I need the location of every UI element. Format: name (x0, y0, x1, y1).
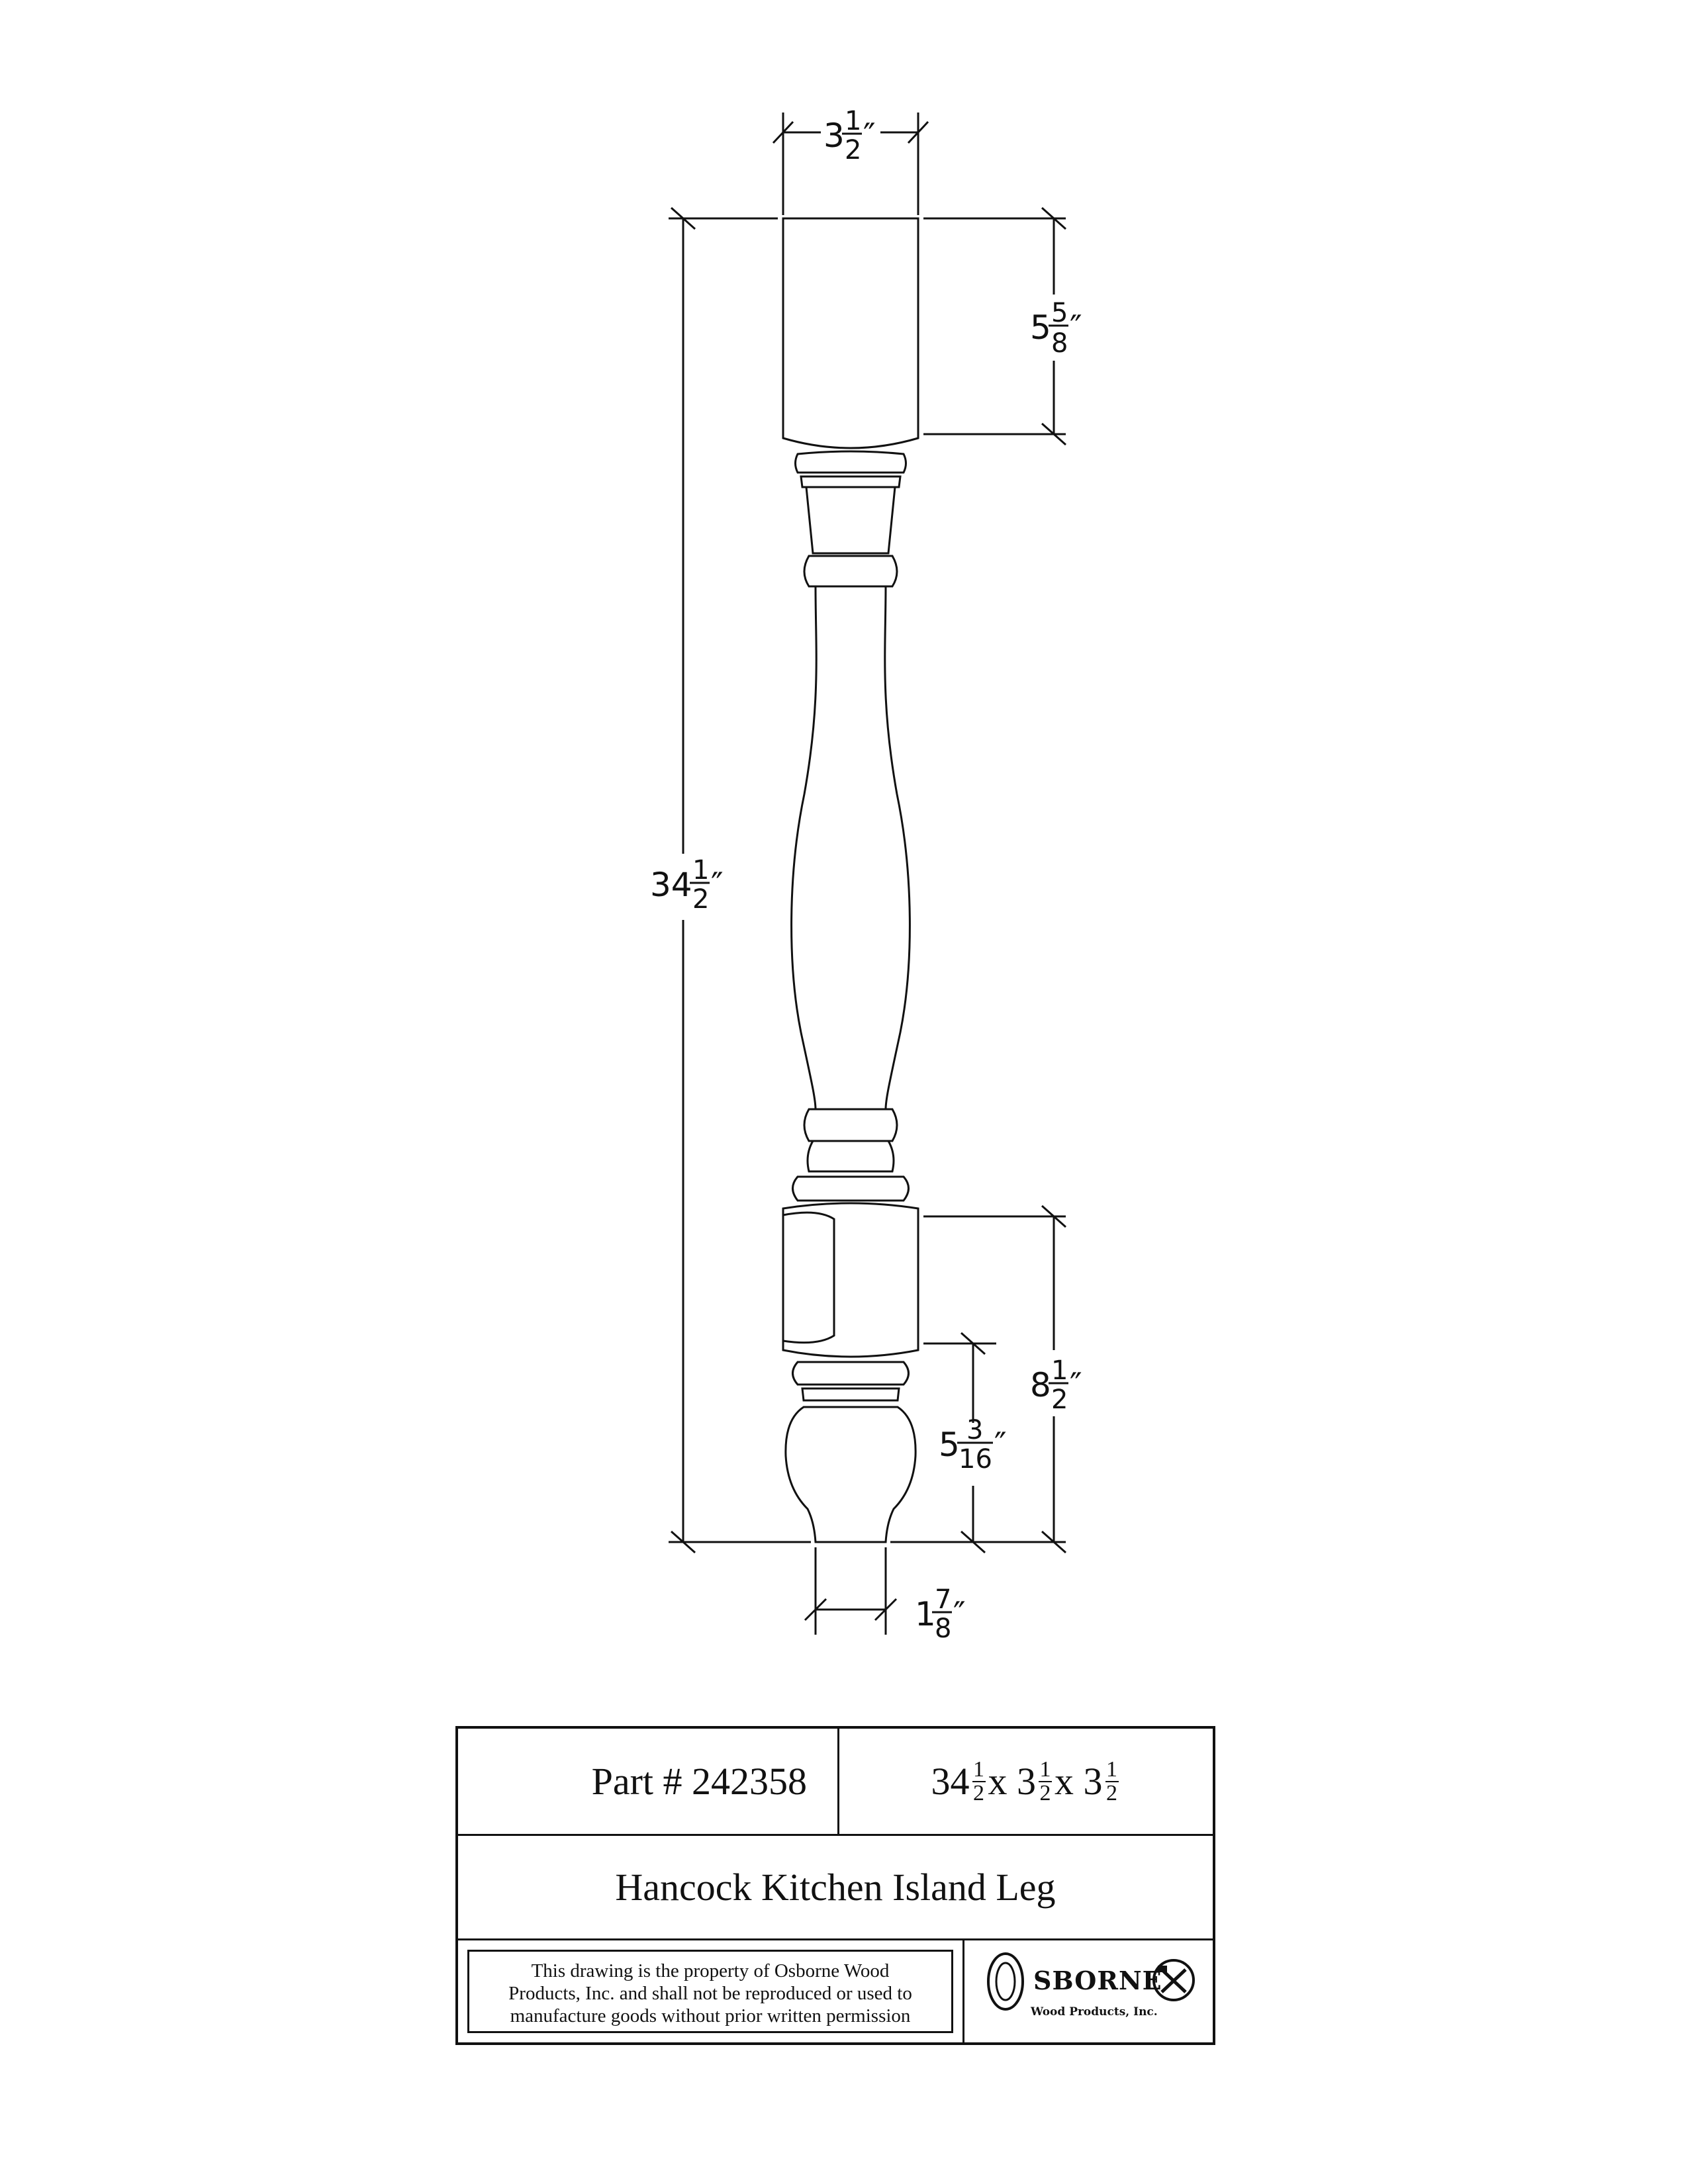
dim-label-base-width-whole: 1 (915, 1595, 936, 1633)
dim-label-inch-1: ″ (863, 116, 876, 155)
size-fraction-3: $\frac{1}{2}$ (1106, 1756, 1117, 1805)
size-part-3: x 3 (1055, 1760, 1103, 1803)
dim-label-overall-num: 1 (692, 855, 710, 886)
dim-label-top-block-den: 8 (1051, 328, 1068, 359)
size-part-1: 34 (931, 1760, 970, 1803)
dim-label-foot-num: 3 (966, 1415, 984, 1445)
product-name: Hancock Kitchen Island Leg (458, 1836, 1213, 1940)
copyright-notice: This drawing is the property of Osborne Wood Products, Inc. and shall not be reproduced or used to manufacture goods without prior written permission (467, 1950, 953, 2033)
dim-label-inch-3: ″ (711, 866, 724, 904)
size-fraction-1: $\frac{1}{2}$ (973, 1756, 984, 1805)
dim-label-overall-whole: 34 (650, 866, 692, 904)
leg-profile (783, 218, 918, 1542)
dim-label-base-width-den: 8 (935, 1614, 952, 1641)
dim-label-top-block-whole: 5 (1030, 308, 1051, 347)
dim-label-lower-block-whole: 8 (1030, 1366, 1051, 1404)
logo-tagline: Wood Products, Inc. (1031, 2005, 1158, 2019)
size-part-2: x 3 (988, 1760, 1036, 1803)
overall-size (839, 1729, 1213, 1834)
dim-label-inch-2: ″ (1070, 308, 1082, 347)
dim-label-top-width-whole: 3 (823, 116, 845, 155)
dim-label-inch-6: ″ (953, 1595, 966, 1633)
logo-name: SBORNE (1033, 1966, 1162, 1995)
dim-label-top-block-num: 5 (1051, 298, 1068, 328)
size-fraction-2: $\frac{1}{2}$ (1039, 1756, 1051, 1805)
dim-label-inch-5: ″ (994, 1426, 1007, 1464)
dim-label-top-width-den: 2 (845, 135, 862, 165)
dim-label-foot-den: 16 (959, 1444, 992, 1475)
dim-label-top-width-num: 1 (845, 106, 862, 136)
company-logo (962, 1940, 1213, 2045)
title-block (455, 1726, 1215, 2045)
dim-base-width (805, 1547, 896, 1635)
part-number: Part # 242358 (458, 1729, 839, 1834)
dim-label-lower-block-num: 1 (1051, 1355, 1068, 1386)
dim-label-overall-den: 2 (692, 884, 710, 915)
dim-label-foot-whole: 5 (939, 1426, 960, 1464)
dim-label-inch-4: ″ (1070, 1366, 1082, 1404)
dim-label-lower-block-den: 2 (1051, 1385, 1068, 1415)
dim-label-base-width-num: 7 (935, 1584, 952, 1615)
